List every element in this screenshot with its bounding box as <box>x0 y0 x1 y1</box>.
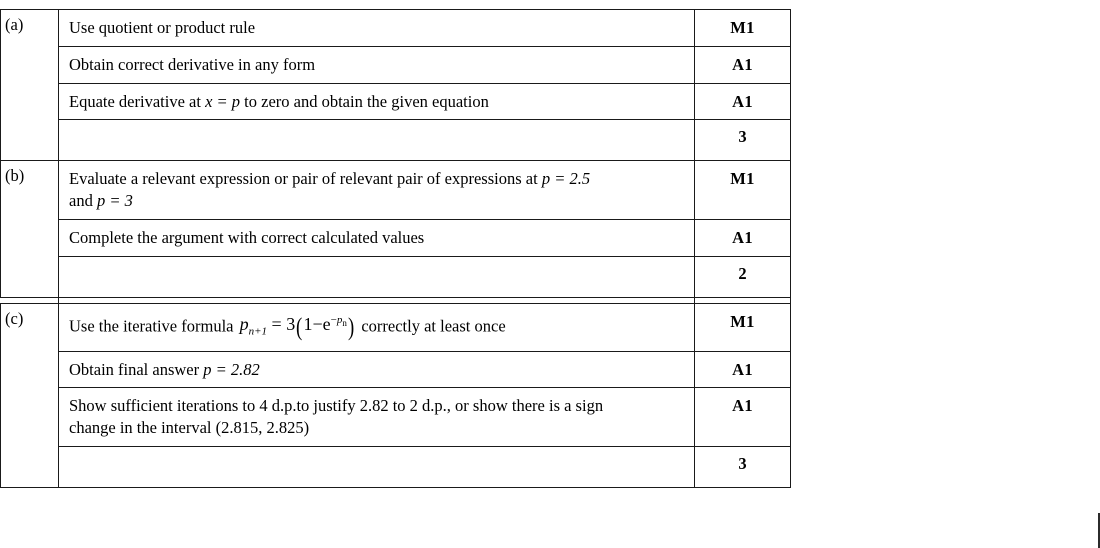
text-line2: change in the interval (2.815, 2.825) <box>69 418 310 438</box>
inline-math: p = 2.5 <box>541 169 591 189</box>
mark-scheme-table <box>0 9 791 488</box>
table-row <box>1 46 791 83</box>
part-label-a: (a) <box>1 10 59 161</box>
text-pre: Evaluate a relevant expression or pair of relevant pair of expressions at <box>69 169 542 189</box>
empty-cell <box>59 446 695 487</box>
text-pre: Show sufficient iterations to 4 d.p.to justify 2.82 to 2 d.p., or show there is a sign <box>69 396 604 416</box>
text-line2-pre: and <box>69 191 97 211</box>
text-post: to zero and obtain the given equation <box>240 91 489 111</box>
mark-description: Complete the argument with correct calculated values <box>59 219 695 256</box>
mark-description <box>59 83 695 120</box>
empty-cell <box>59 120 695 161</box>
table-row <box>1 303 791 351</box>
section-total: 3 <box>695 120 791 161</box>
text-pre: Obtain final answer <box>69 359 204 379</box>
mark-description: Obtain correct derivative in any form <box>59 46 695 83</box>
section-total: 3 <box>695 446 791 487</box>
mark-description <box>59 303 695 351</box>
iterative-formula: $p_{n+1} = 3(1-e^{-p_n})$ <box>239 313 355 341</box>
table-row <box>1 161 791 220</box>
mark-description <box>59 388 695 447</box>
mark-description <box>59 161 695 220</box>
mark-code: A1 <box>695 351 791 388</box>
mark-description <box>59 351 695 388</box>
part-label-c: (c) <box>1 303 59 487</box>
text-pre: Equate derivative at <box>69 91 206 111</box>
table-row <box>1 351 791 388</box>
mark-code: A1 <box>695 219 791 256</box>
empty-cell <box>59 256 695 297</box>
table-row <box>1 83 791 120</box>
table-row <box>1 388 791 447</box>
mark-code: A1 <box>695 46 791 83</box>
table-row <box>1 219 791 256</box>
text-pre: Use the iterative formula <box>69 315 238 335</box>
mark-code: M1 <box>695 303 791 351</box>
table-row-total <box>1 256 791 297</box>
section-total: 2 <box>695 256 791 297</box>
mark-code: A1 <box>695 83 791 120</box>
mark-code: M1 <box>695 10 791 47</box>
text-post: correctly at least once <box>357 315 506 335</box>
mark-description: Use quotient or product rule <box>59 10 695 47</box>
table-row-total <box>1 120 791 161</box>
inline-math: p = 2.82 <box>203 359 260 379</box>
table-row-total <box>1 446 791 487</box>
part-label-b: (b) <box>1 161 59 297</box>
table-row <box>1 10 791 47</box>
mark-code: M1 <box>695 161 791 220</box>
mark-code: A1 <box>695 388 791 447</box>
inline-math-2: p = 3 <box>96 191 133 211</box>
inline-math: x = p <box>205 91 241 111</box>
